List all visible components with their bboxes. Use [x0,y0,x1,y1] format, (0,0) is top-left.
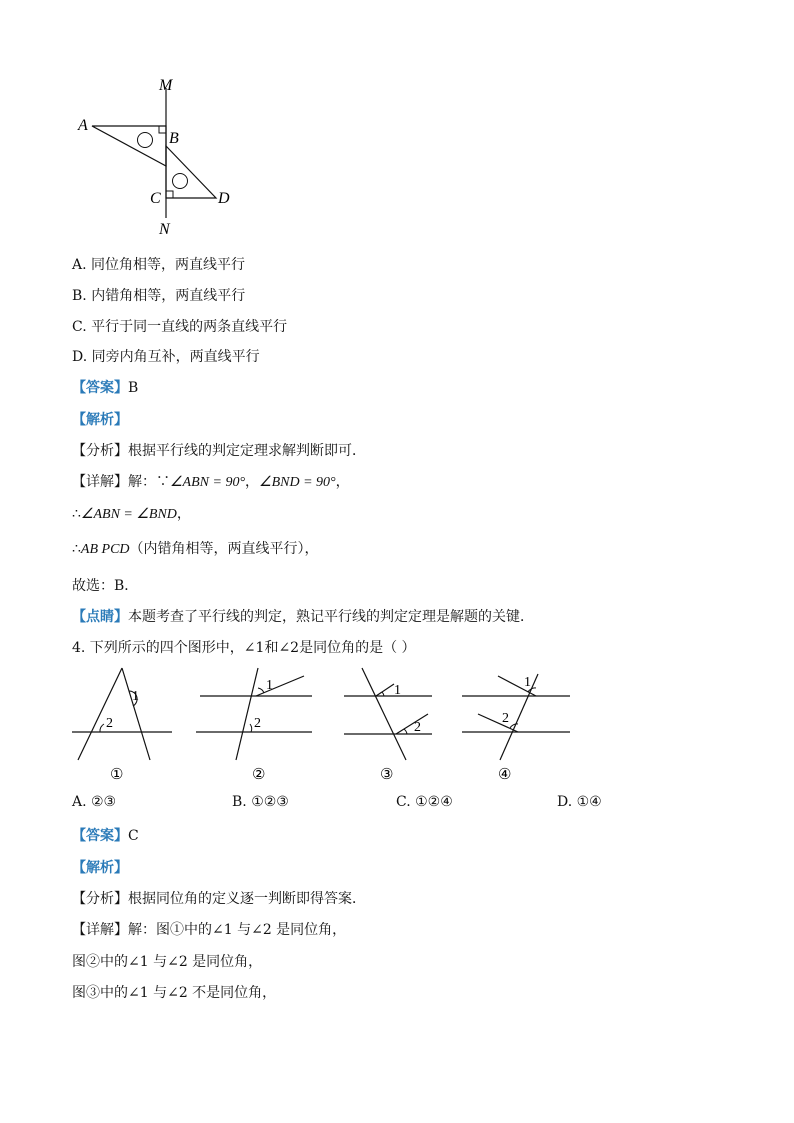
analysis-tag: 【解析】 [72,412,128,428]
q3-detail [72,472,350,493]
q3-comment [72,607,534,627]
step2-math: ∠ABN = ∠BND [80,507,177,522]
q4-fenxi [72,889,366,909]
figure-3 [344,668,432,783]
fig2-angle-1: 1 [266,678,273,693]
fenxi-tag: 【分析】 [72,443,128,459]
step2-end: ， [176,506,191,522]
figure-triangles-mn [70,70,250,240]
label-c: C [150,190,161,207]
fig2-angle-2: 2 [254,716,261,731]
q3-analysis-heading [72,410,128,430]
fig1-label: ① [110,767,124,783]
q3-option-c: C. 平行于同一直线的两条直线平行 [72,319,288,335]
step2-prefix: ∴ [72,506,81,522]
fig1-angle-2: 2 [106,716,113,731]
q3-fenxi [72,441,366,461]
fig4-label: ④ [498,767,512,783]
label-d: D [218,190,230,207]
step3-text: （内错角相等，两直线平行）， [129,541,319,557]
q4-detail-text: 解：图①中的∠1 与∠2 是同位角， [128,922,347,938]
q4-line2: 图②中的∠1 与∠2 是同位角， [72,954,263,970]
step3-math: AB PCD [80,542,130,557]
fig4-angle-2: 2 [502,711,509,726]
answer-tag: 【答案】 [72,380,128,396]
figure-1 [72,668,172,783]
q3-step3 [72,539,319,560]
q4-detail [72,920,346,940]
label-n: N [159,221,170,238]
q3-step2 [72,504,191,525]
label-m: M [159,77,173,94]
hole-upper [138,133,153,148]
q4-fenxi-tag: 【分析】 [72,891,128,907]
q4-analysis-tag: 【解析】 [72,860,128,876]
detail-tag: 【详解】 [72,474,128,490]
q4-option-b: B. ①②③ [232,794,289,810]
q4-option-a: A. ②③ [72,794,117,810]
step3-prefix: ∴ [72,541,81,557]
label-b: B [169,130,179,147]
q4-answer [72,826,139,846]
q4-option-d: D. ①④ [557,794,602,810]
q4-stem: 4. 下列所示的四个图形中，∠1和∠2是同位角的是（ ） [72,640,416,656]
q4-analysis-heading [72,858,128,878]
fig1-angle-1: 1 [132,689,139,704]
detail-prefix: 解：∵ [128,474,170,490]
q3-choose: 故选：B． [72,578,139,594]
detail-sep: ， [245,474,260,490]
figure-4 [462,674,570,783]
q4-figures [66,662,586,788]
detail-math-2: ∠BND = 90° [259,475,336,490]
fig3-label: ③ [380,767,394,783]
right-angle-mark-b [159,126,166,133]
detail-math-1: ∠ABN = 90° [170,475,246,490]
q4-option-c: C. ①②④ [396,794,453,810]
fenxi-text: 根据平行线的判定定理求解判断即可． [128,443,366,459]
fig4-angle-1: 1 [524,675,531,690]
q3-option-a: A. 同位角相等，两直线平行 [72,257,246,273]
q4-line3: 图③中的∠1 与∠2 不是同位角， [72,985,277,1001]
label-a: A [78,117,88,134]
q4-fenxi-text: 根据同位角的定义逐一判断即得答案． [128,891,366,907]
figure-2 [196,668,312,783]
comment-tag: 【点睛】 [72,609,128,625]
q4-answer-tag: 【答案】 [72,828,128,844]
q3-option-b: B. 内错角相等，两直线平行 [72,288,246,304]
fig2-label: ② [252,767,266,783]
detail-end: ， [335,474,350,490]
q4-detail-tag: 【详解】 [72,922,128,938]
right-angle-mark-c [166,191,173,198]
hole-lower [173,174,188,189]
answer-value: B [128,380,139,396]
q4-answer-value: C [128,828,139,844]
comment-text: 本题考查了平行线的判定，熟记平行线的判定定理是解题的关键． [128,609,534,625]
fig3-angle-2: 2 [414,720,421,735]
fig3-angle-1: 1 [394,683,401,698]
triangle-lower [166,146,216,198]
q3-answer [72,378,138,398]
triangle-upper [92,126,166,166]
q3-option-d: D. 同旁内角互补，两直线平行 [72,349,260,365]
